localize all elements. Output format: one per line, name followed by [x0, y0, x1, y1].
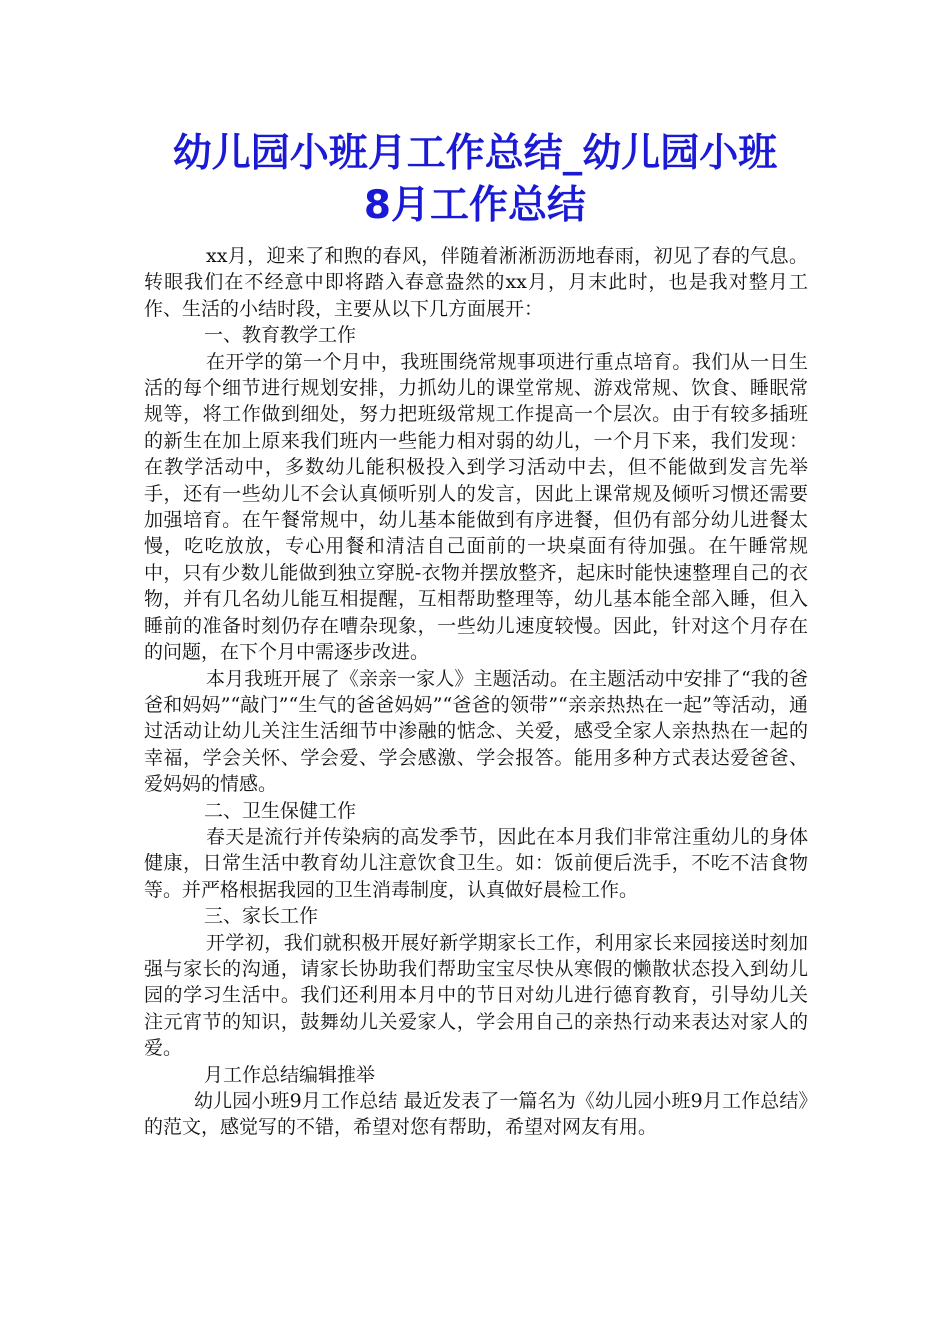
title-line-1: 幼儿园小班月工作总结_幼儿园小班 — [172, 131, 778, 176]
document-title — [120, 128, 830, 232]
section-heading-teaching: 一、教育教学工作 — [204, 324, 357, 347]
section-heading-parents: 三、家长工作 — [204, 905, 319, 928]
recommend-paragraph: 幼儿园小班9月工作总结 最近发表了一篇名为《幼儿园小班9月工作总结》的范文，感觉写的不错，希望对您有帮助，希望对网友有用。 — [144, 1090, 808, 1139]
paragraph-theme-activity: 本月我班开展了《亲亲一家人》主题活动。在主题活动中安排了“我的爸爸和妈妈”“敲门”“生气的爸爸妈妈”“爸爸的领带”“亲亲热热在一起”等活动，通过活动让幼儿关注生活细节中渗融的惦念、关爱，感受全家人亲热热在一起的幸福，学会关怀、学会爱、学会感激、学会报答。能用多种方式表达爱爸爸、爱妈妈的情感。 — [144, 667, 808, 796]
section-heading-health: 二、卫生保健工作 — [204, 799, 357, 822]
title-line-2: 8月工作总结 — [363, 183, 587, 228]
paragraph-health: 春天是流行并传染病的高发季节，因此在本月我们非常注重幼儿的身体健康，日常生活中教育幼儿注意饮食卫生。如：饭前便后洗手，不吃不洁食物等。并严格根据我园的卫生消毒制度，认真做好晨检工作。 — [144, 825, 808, 901]
document-body — [144, 243, 808, 1141]
intro-paragraph: xx月，迎来了和煦的春风，伴随着淅淅沥沥地春雨，初见了春的气息。转眼我们在不经意中即将踏入春意盎然的xx月，月末此时，也是我对整月工作、生活的小结时段，主要从以下几方面展开： — [144, 245, 808, 320]
recommend-heading: 月工作总结编辑推举 — [204, 1063, 376, 1086]
paragraph-routine: 在开学的第一个月中，我班围绕常规事项进行重点培育。我们从一日生活的每个细节进行规划安排，力抓幼儿的课堂常规、游戏常规、饮食、睡眠常规等，将工作做到细处，努力把班级常规工作提高一个层次。由于有较多插班的新生在加上原来我们班内一些能力相对弱的幼儿，一个月下来，我们发现：在教学活动中，多数幼儿能积极投入到学习活动中去，但不能做到发言先举手，还有一些幼儿不会认真倾听别人的发言，因此上课常规及倾听习惯还需要加强培育。在午餐常规中，幼儿基本能做到有序进餐，但仍有部分幼儿进餐太慢，吃吃放放，专心用餐和清洁自己面前的一块桌面有待加强。在午睡常规中，只有少数儿能做到独立穿脱-衣物并摆放整齐，起床时能快速整理自己的衣物，并有几名幼儿能互相提醒，互相帮助整理等，幼儿基本能全部入睡，但入睡前的准备时刻仍存在嘈杂现象，一些幼儿速度较慢。因此，针对这个月存在的问题，在下个月中需逐步改进。 — [144, 350, 808, 664]
paragraph-parents: 开学初，我们就积极开展好新学期家长工作，利用家长来园接送时刻加强与家长的沟通，请家长协助我们帮助宝宝尽快从寒假的懒散状态投入到幼儿园的学习生活中。我们还利用本月中的节日对幼儿进行德育教育，引导幼儿关注元宵节的知识，鼓舞幼儿关爱家人，学会用自己的亲热行动来表达对家人的爱。 — [144, 931, 808, 1060]
